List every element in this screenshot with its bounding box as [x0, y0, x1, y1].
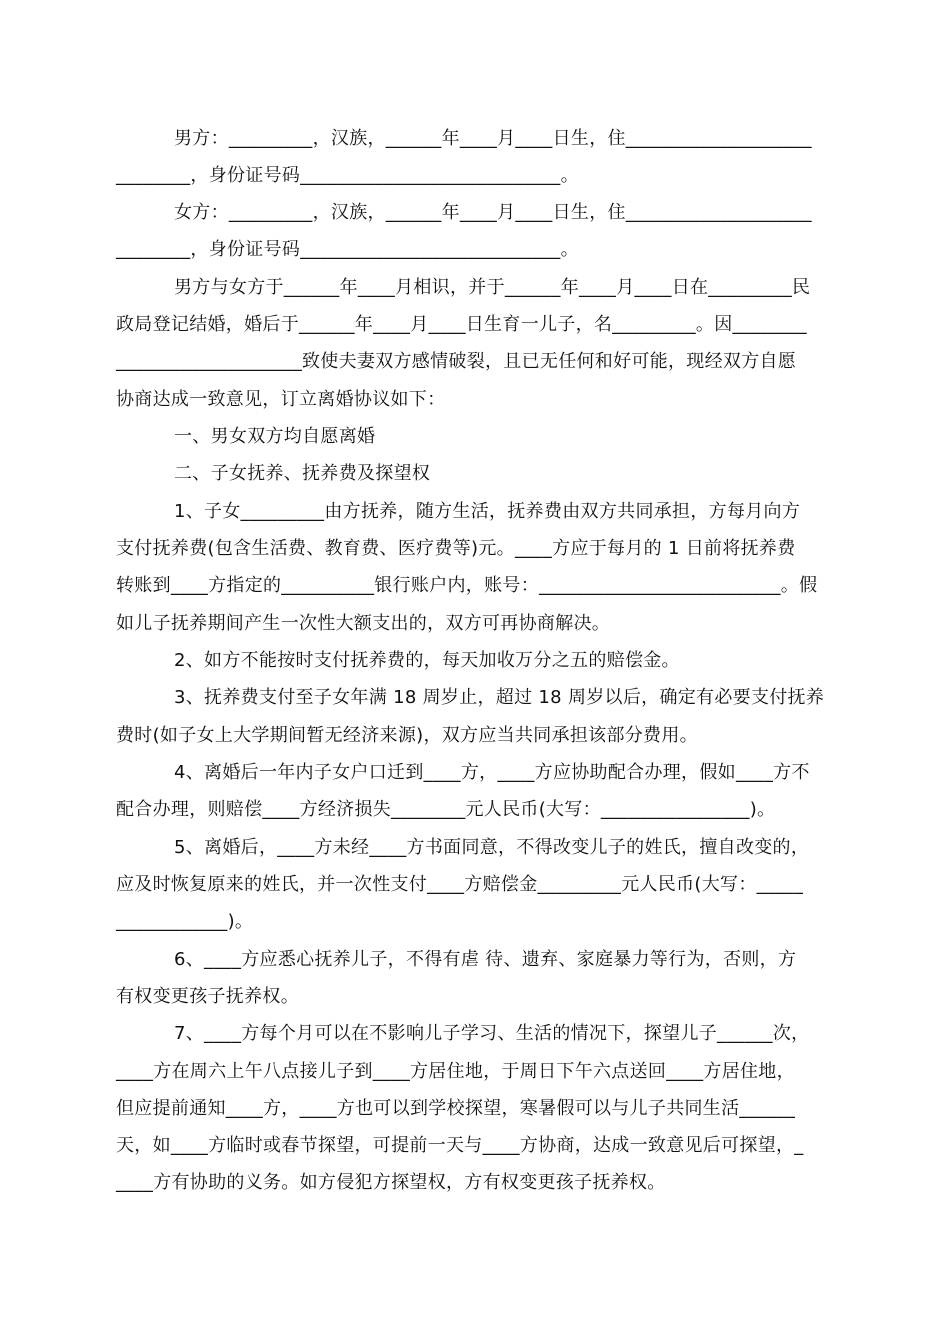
text-line: 支付抚养费(包含生活费、教育费、医疗费等)元。____方应于每月的 1 日前将抚养费: [116, 538, 796, 559]
text-line: 费时(如子女上大学期间暂无经济来源)，双方应当共同承担该部分费用。: [116, 725, 698, 746]
text-line: ________，身份证号码____________________________。: [116, 239, 579, 260]
text-line: 有权变更孩子抚养权。: [116, 986, 299, 1007]
text-line: ____________________致使夫妻双方感情破裂，且已无任何和好可能，现经双方自愿: [116, 351, 797, 372]
text-line: 女方：_________，汉族，______年____月____日生，住____________________: [174, 202, 812, 223]
text-line: 但应提前通知____方，____方也可以到学校探望，寒暑假可以与儿子共同生活______: [116, 1098, 796, 1119]
text-line: 1、子女_________由方抚养，随方生活，抚养费由双方共同承担，方每月向方: [174, 501, 801, 522]
text-line: ____________)。: [116, 911, 254, 932]
section-heading: 一、男女双方均自愿离婚: [174, 426, 376, 447]
text-line: ________，身份证号码____________________________。: [116, 165, 579, 186]
text-line: 协商达成一致意见，订立离婚协议如下：: [116, 389, 446, 410]
text-line: ____方在周六上午八点接儿子到____方居住地，于周日下午六点送回____方居住地，: [116, 1061, 795, 1082]
text-line: 男方：_________，汉族，______年____月____日生，住____________________: [174, 128, 812, 149]
text-line: 如儿子抚养期间产生一次性大额支出的，双方可再协商解决。: [116, 613, 611, 634]
text-line: 天，如____方临时或春节探望，可提前一天与____方协商，达成一致意见后可探望，_: [116, 1135, 804, 1156]
text-line: 转账到____方指定的__________银行账户内，账号：__________________________。假: [116, 575, 818, 596]
text-line: ____方有协助的义务。如方侵犯方探望权，方有权变更孩子抚养权。: [116, 1172, 666, 1193]
text-line: 配合办理，则赔偿____方经济损失________元人民币(大写：________________)。: [116, 799, 776, 820]
text-line: 6、____方应悉心抚养儿子，不得有虐 待、遗弃、家庭暴力等行为，否则，方: [174, 949, 797, 970]
text-line: 4、离婚后一年内子女户口迁到____方，____方应协助配合办理，假如____方不: [174, 762, 810, 783]
text-line: 5、离婚后，____方未经____方书面同意，不得改变儿子的姓氏，擅自改变的，: [174, 837, 810, 858]
text-line: 7、____方每个月可以在不影响儿子学习、生活的情况下，探望儿子______次，: [174, 1023, 810, 1044]
text-line: 男方与女方于______年____月相识，并于______年____月____日在_________民: [174, 277, 811, 298]
text-line: 应及时恢复原来的姓氏，并一次性支付____方赔偿金_________元人民币(大写：_____: [116, 874, 804, 895]
text-line: 3、抚养费支付至子女年满 18 周岁止，超过 18 周岁以后，确定有必要支付抚养: [174, 687, 825, 708]
text-line: 2、如方不能按时支付抚养费的，每天加收万分之五的赔偿金。: [174, 650, 680, 671]
section-heading: 二、子女抚养、抚养费及探望权: [174, 463, 431, 484]
text-line: 政局登记结婚，婚后于______年____月____日生育一儿子，名_________。因________: [116, 314, 807, 335]
